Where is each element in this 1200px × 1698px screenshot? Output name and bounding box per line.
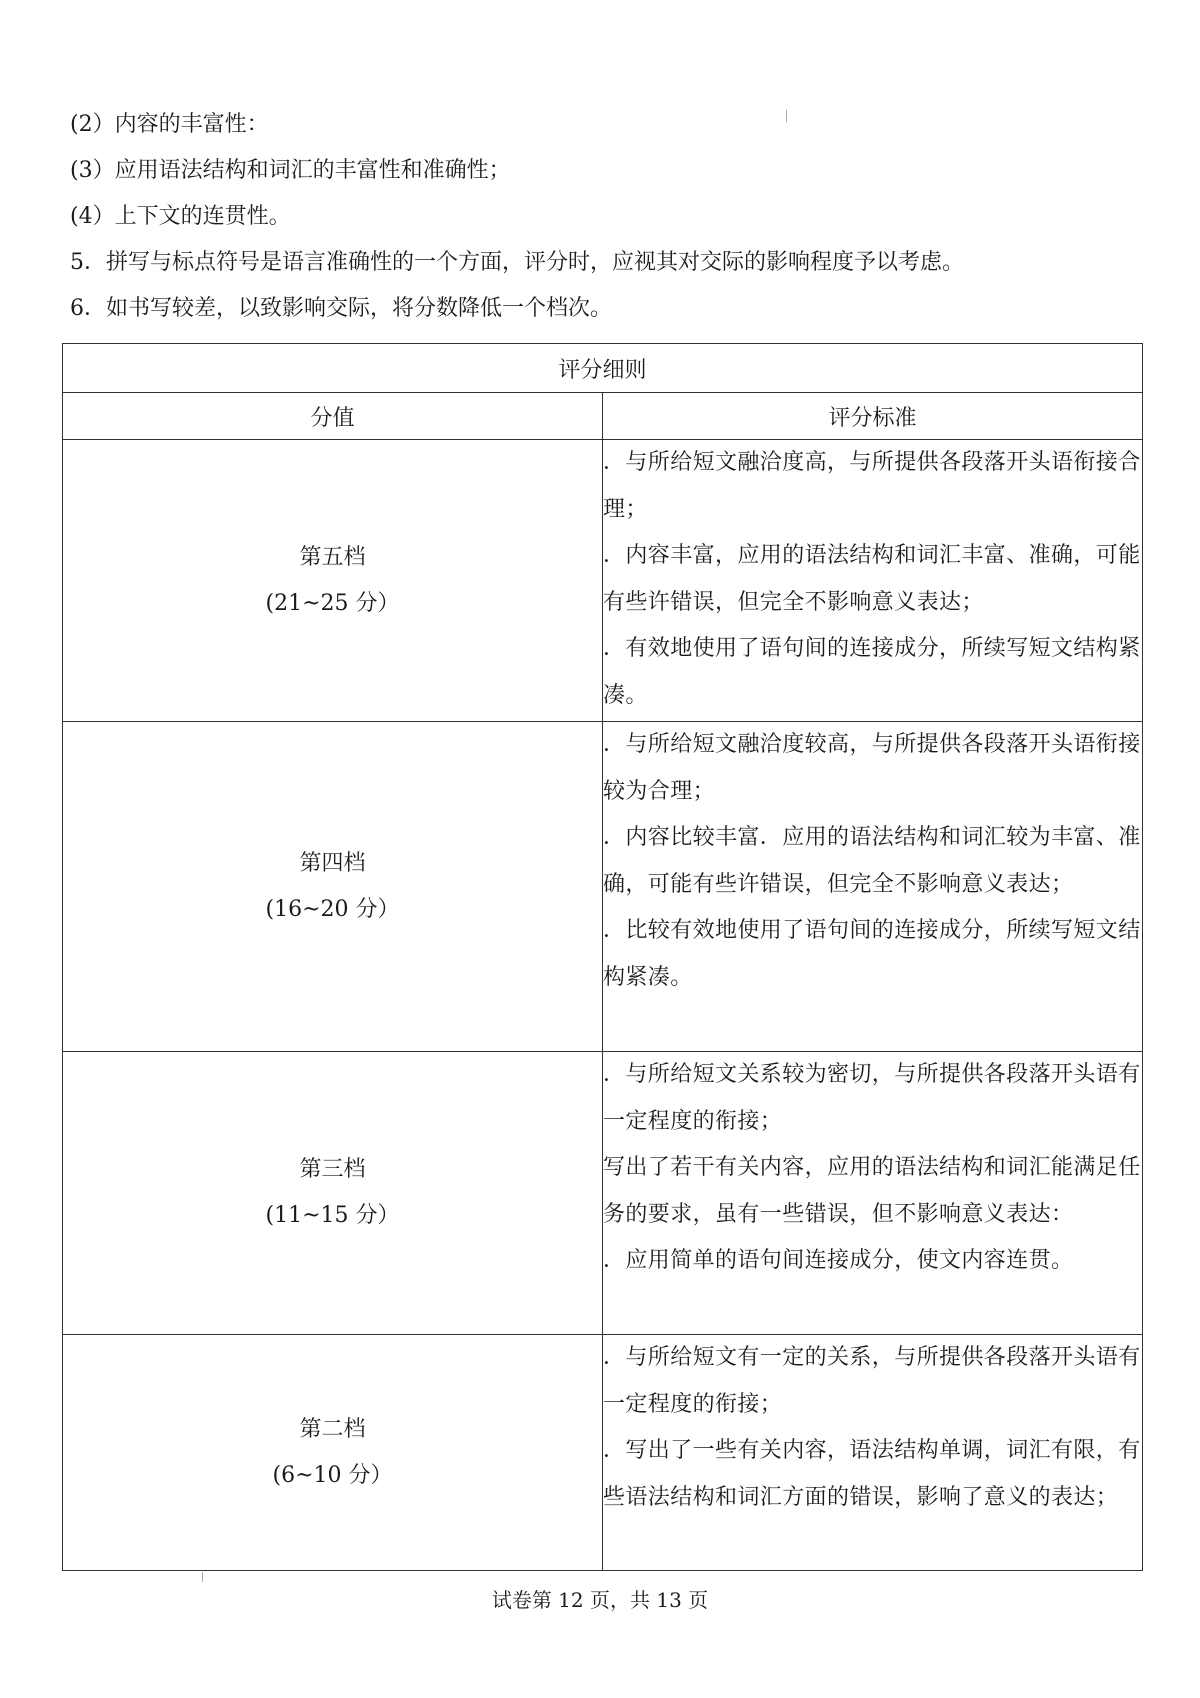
grade-cell: [63, 1052, 603, 1335]
intro-line: (3）应用语法结构和词汇的丰富性和准确性；: [70, 158, 511, 183]
table-row: [63, 1335, 1143, 1571]
table-header-row: [63, 393, 1143, 440]
intro-line: (2）内容的丰富性：: [70, 112, 269, 137]
criteria-item: ．有效地使用了语句间的连接成分，所续写短文结构紧凑。: [603, 636, 1141, 708]
criteria-item: ．与所给短文融洽度高，与所提供各段落开头语衔接合理；: [603, 450, 1141, 522]
grade-points: (21~25 分）: [265, 590, 400, 616]
criteria-item: ．与所给短文关系较为密切，与所提供各段落开头语有一定程度的衔接；: [603, 1062, 1141, 1134]
grade-points: (6~10 分）: [272, 1462, 393, 1488]
criteria-item: ．与所给短文融洽度较高，与所提供各段落开头语衔接较为合理；: [603, 732, 1141, 804]
table-row: [63, 1052, 1143, 1335]
intro-line: 6．如书写较差，以致影响交际，将分数降低一个档次。: [70, 296, 612, 321]
grade-label: 第四档: [299, 850, 366, 876]
criteria-cell: [603, 722, 1143, 1052]
intro-line: 5．拼写与标点符号是语言准确性的一个方面，评分时，应视其对交际的影响程度予以考虑。: [70, 250, 965, 275]
criteria-cell: [603, 440, 1143, 722]
criteria-cell: [603, 1052, 1143, 1335]
intro-notes: [70, 102, 1150, 332]
table-row: [63, 722, 1143, 1052]
grade-label: 第五档: [299, 544, 366, 570]
criteria-cell: [603, 1335, 1143, 1571]
intro-line: (4）上下文的连贯性。: [70, 204, 291, 229]
column-header-score: 分值: [63, 393, 603, 440]
table-row: [63, 440, 1143, 722]
criteria-item: 写出了若干有关内容，应用的语法结构和词汇能满足任务的要求，虽有一些错误，但不影响意义表达：: [603, 1155, 1141, 1227]
grade-points: (11~15 分）: [265, 1203, 400, 1228]
criteria-item: ．内容比较丰富．应用的语法结构和词汇较为丰富、准确，可能有些许错误，但完全不影响意义表达；: [603, 825, 1141, 897]
table-title-row: [63, 344, 1143, 393]
criteria-item: ．与所给短文有一定的关系，与所提供各段落开头语有一定程度的衔接；: [603, 1345, 1141, 1417]
criteria-item: ．应用简单的语句间连接成分，使文内容连贯。: [603, 1248, 1074, 1273]
scan-mark: [202, 1572, 203, 1582]
grade-label: 第三档: [299, 1157, 366, 1182]
column-header-criteria: 评分标准: [603, 393, 1143, 440]
grade-cell: [63, 722, 603, 1052]
scoring-rubric-table: [62, 343, 1143, 1571]
grade-cell: [63, 1335, 603, 1571]
table-title: 评分细则: [63, 344, 1143, 393]
grade-cell: [63, 440, 603, 722]
grade-points: (16~20 分）: [265, 896, 400, 922]
grade-label: 第二档: [299, 1416, 366, 1442]
criteria-item: ．写出了一些有关内容，语法结构单调，词汇有限，有些语法结构和词汇方面的错误，影响了意义的表达；: [603, 1438, 1141, 1510]
page-footer: 试卷第 12 页，共 13 页: [491, 1588, 709, 1612]
criteria-item: ．比较有效地使用了语句间的连接成分，所续写短文结构紧凑。: [603, 918, 1141, 990]
criteria-item: ．内容丰富，应用的语法结构和词汇丰富、准确，可能有些许错误，但完全不影响意义表达；: [603, 543, 1141, 615]
